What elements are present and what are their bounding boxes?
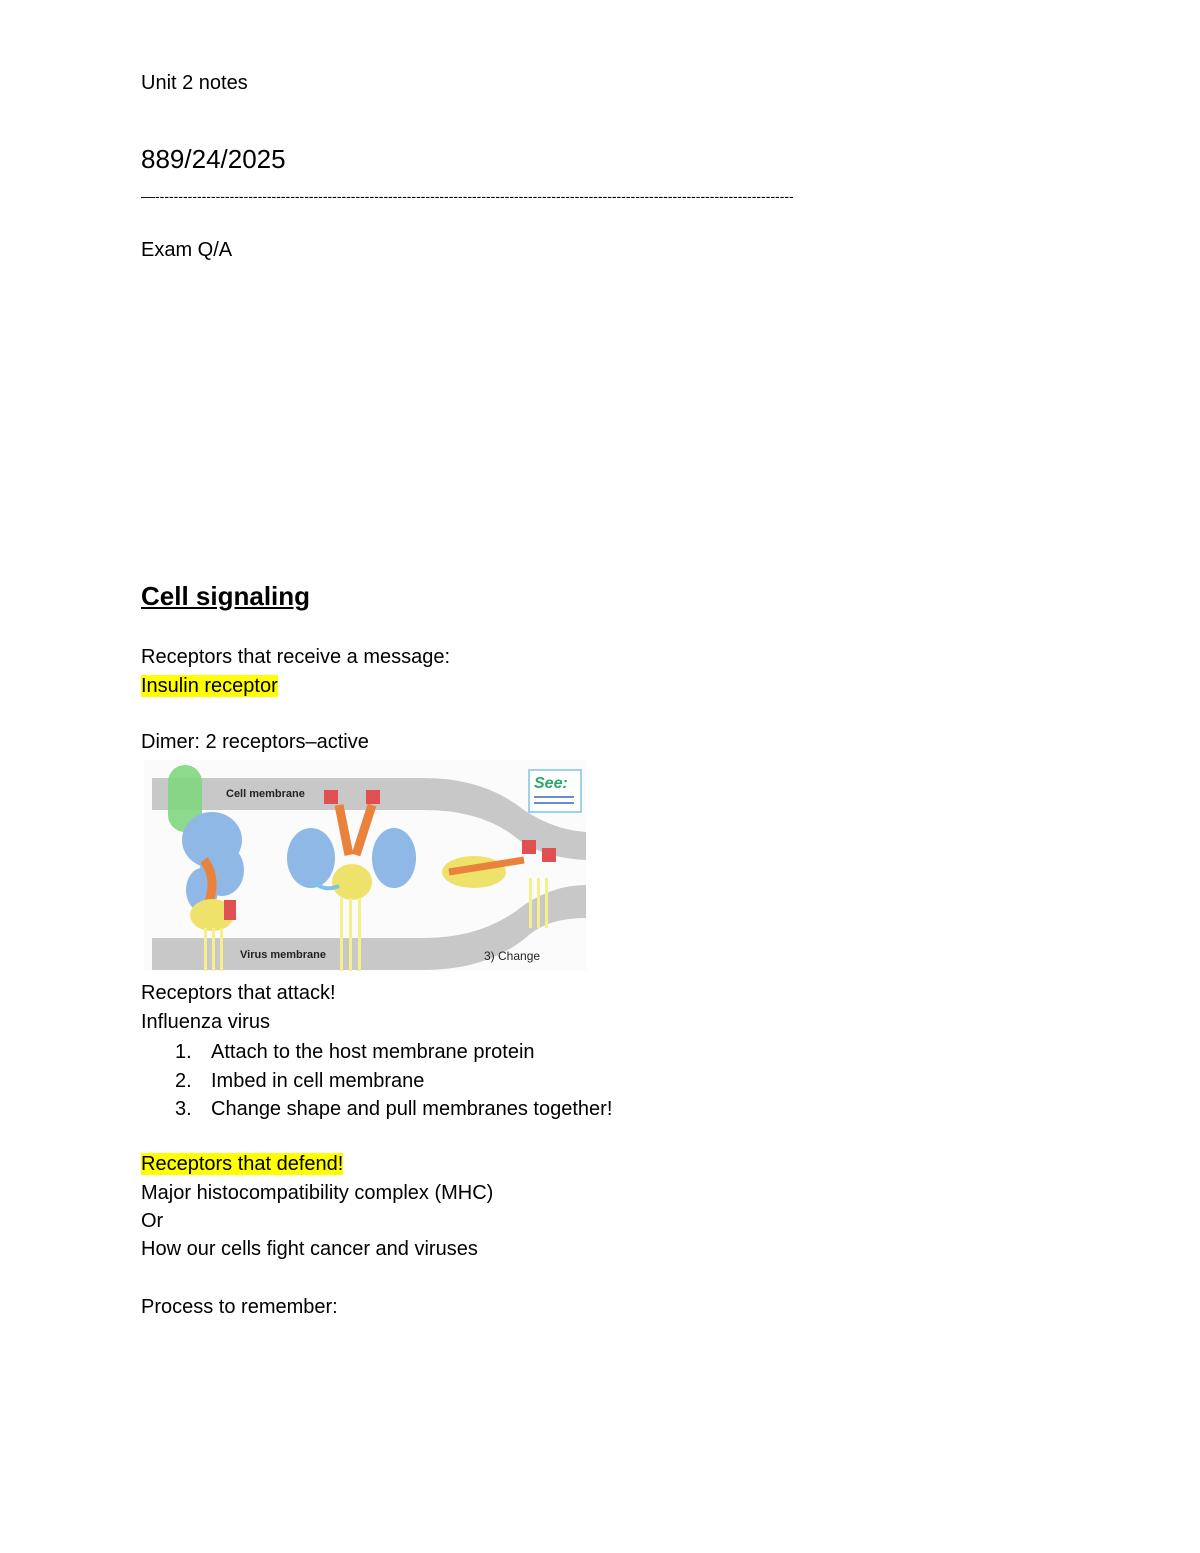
membrane-fusion-figure: [144, 760, 586, 971]
influenza-line: Influenza virus: [141, 1011, 270, 1033]
cell-membrane-label: Cell membrane: [226, 788, 305, 800]
exam-qa-label: Exam Q/A: [141, 239, 233, 261]
see-label: See:: [534, 775, 568, 792]
see-link-1: [534, 796, 574, 798]
list-item: [141, 1067, 612, 1096]
list-item: [141, 1038, 612, 1067]
list-item: [141, 1095, 612, 1124]
mhc-line: Major histocompatibility complex (MHC): [141, 1182, 494, 1204]
list-number: 1.: [175, 1041, 192, 1063]
list-text: Change shape and pull membranes together!: [211, 1098, 613, 1120]
insulin-highlight: Insulin receptor: [141, 675, 278, 697]
list-text: Imbed in cell membrane: [211, 1069, 425, 1092]
fight-line: How our cells fight cancer and viruses: [141, 1238, 478, 1260]
doc-header: Unit 2 notes: [141, 72, 248, 94]
list-number: 3.: [175, 1098, 192, 1120]
date-line: 889/24/2025: [141, 144, 286, 174]
step3-label: 3) Change: [484, 949, 541, 963]
dimer-line: Dimer: 2 receptors–active: [141, 731, 369, 753]
section-heading: Cell signaling: [141, 581, 311, 611]
see-link-2: [534, 802, 574, 804]
defend-highlight: Receptors that defend!: [141, 1153, 344, 1175]
process-line: Process to remember:: [141, 1296, 338, 1318]
separator-rule: —-----------------------------------------------------------------------------------------------------------------------------------------: [141, 188, 794, 204]
or-line: Or: [141, 1210, 164, 1232]
attack-line: Receptors that attack!: [141, 982, 336, 1004]
list-number: 2.: [175, 1069, 192, 1092]
receive-line: Receptors that receive a message:: [141, 646, 451, 668]
influenza-steps-list: [141, 1038, 612, 1124]
list-text: Attach to the host membrane protein: [211, 1041, 535, 1063]
virus-membrane-label: Virus membrane: [240, 949, 327, 961]
defend-line: [141, 1152, 343, 1176]
insulin-line: [141, 674, 278, 698]
